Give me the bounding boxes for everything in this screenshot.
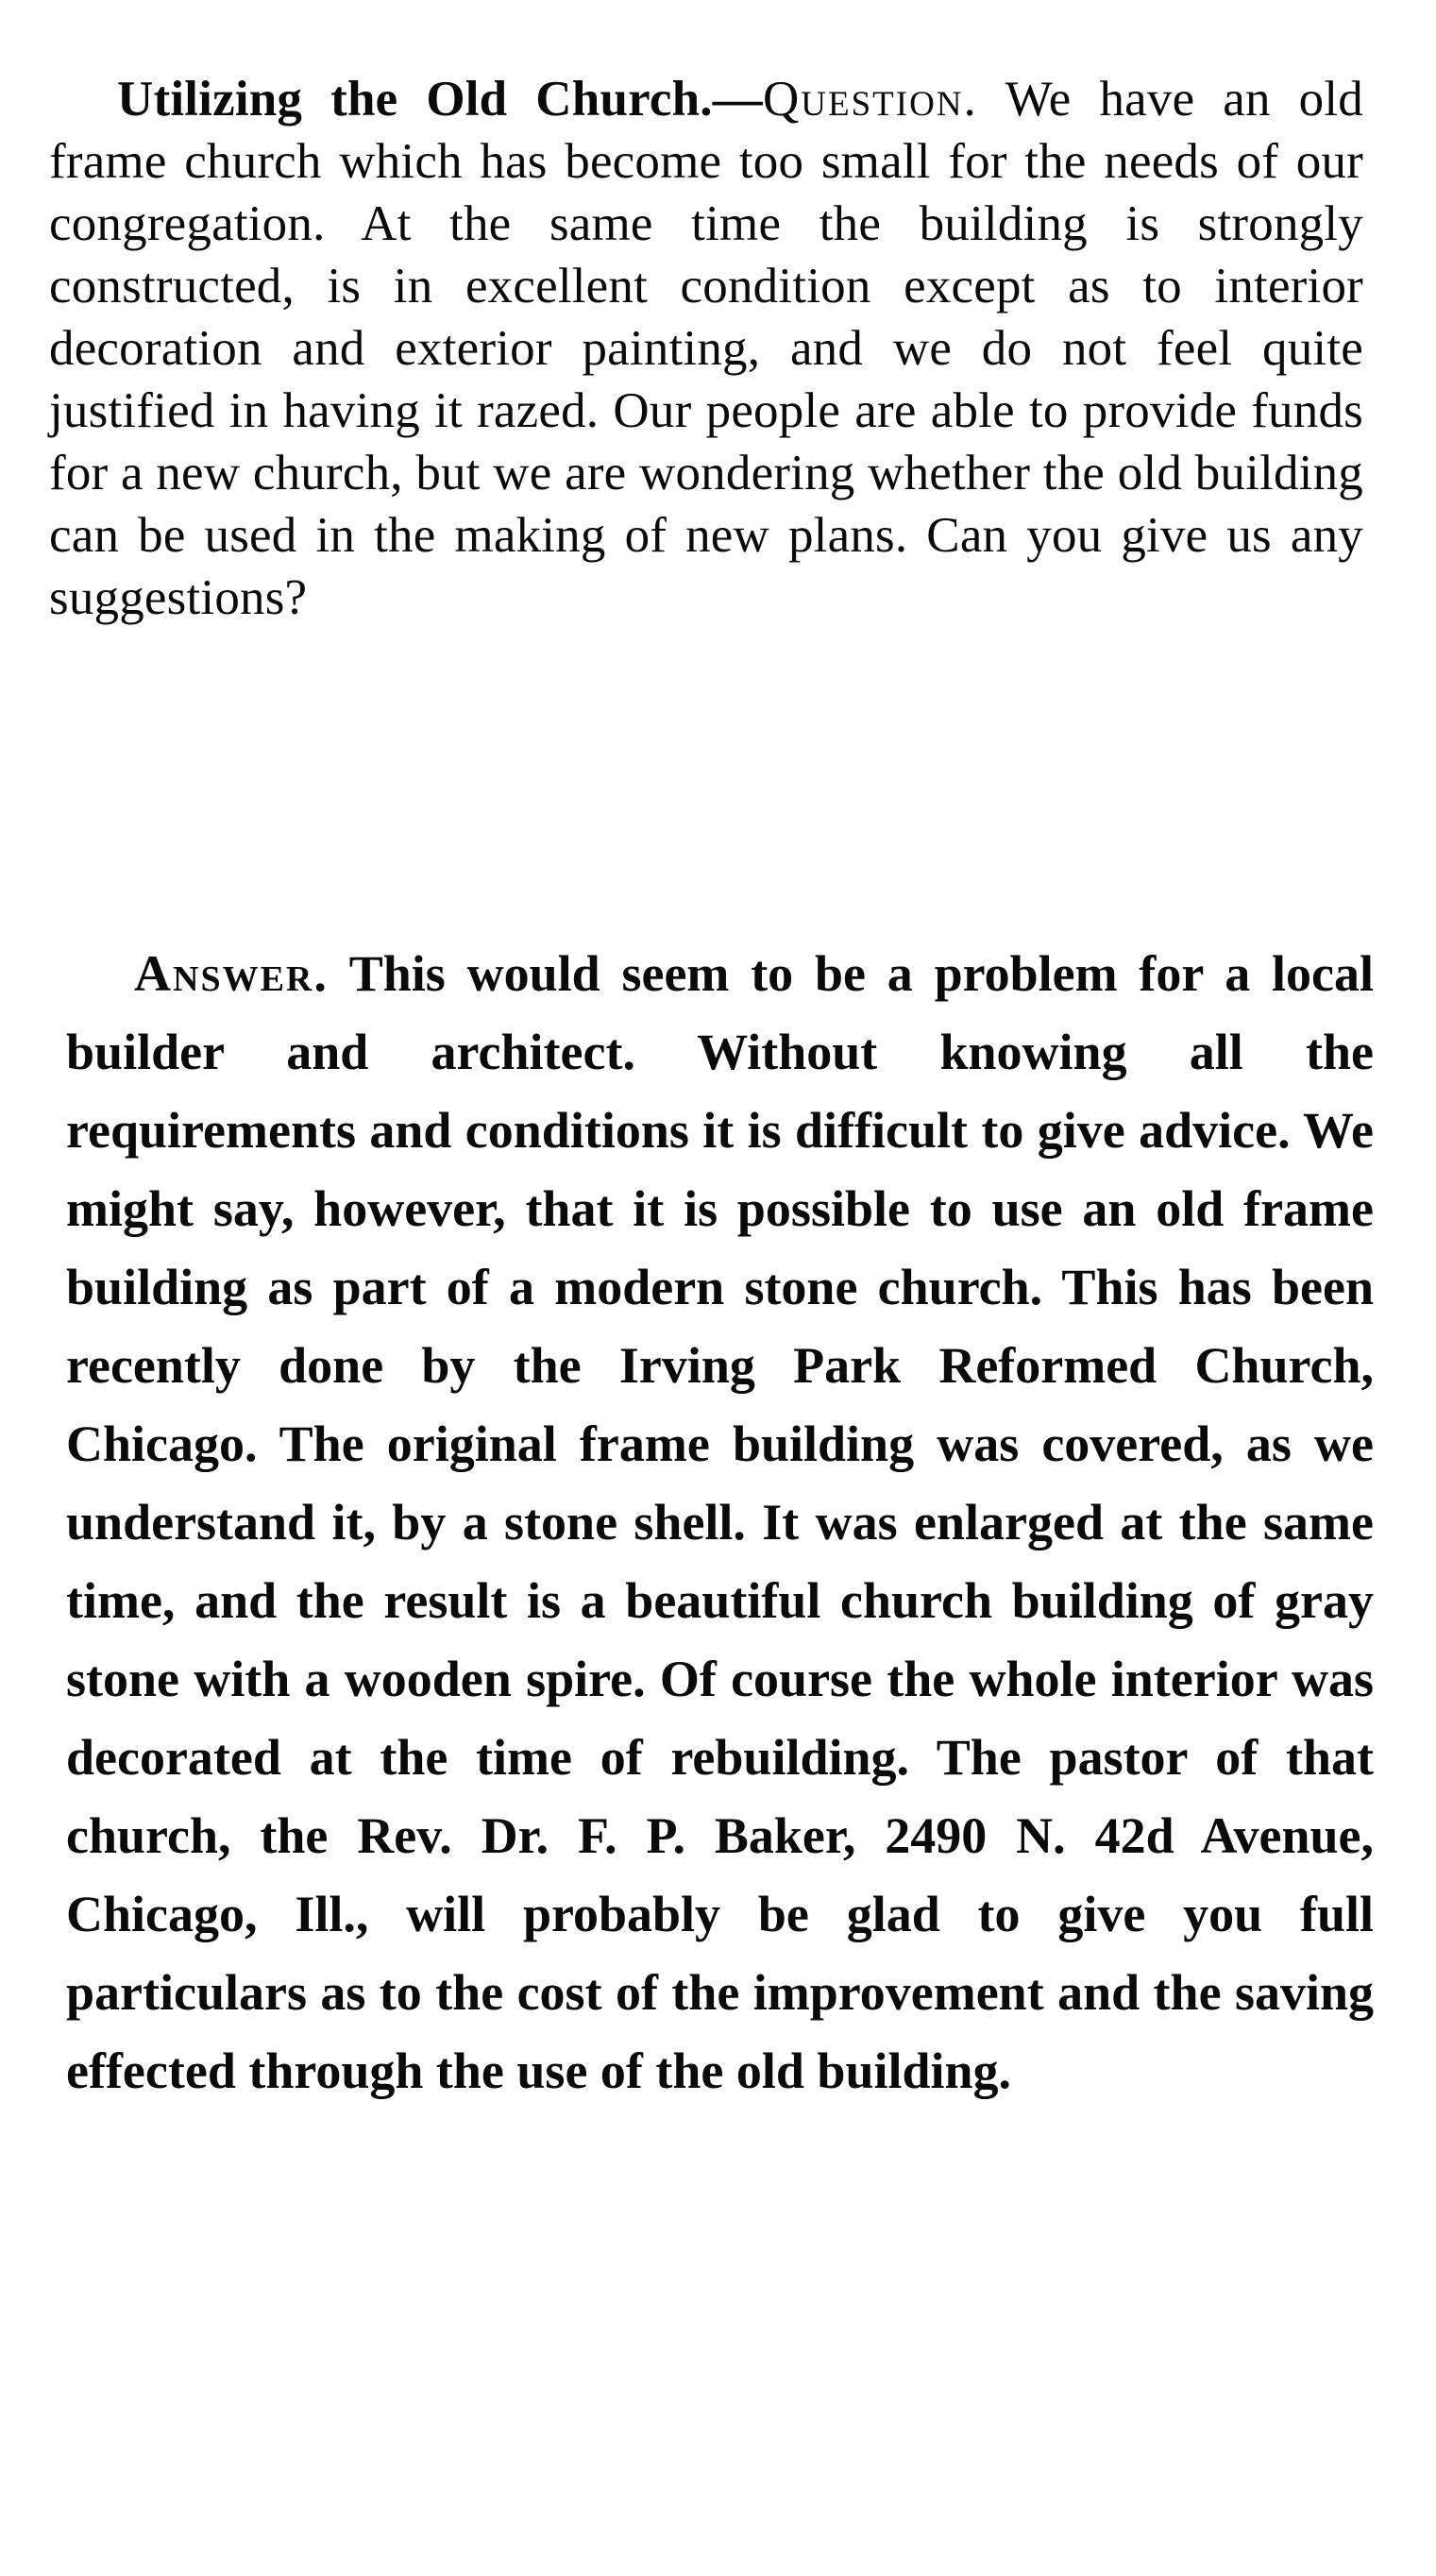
question-heading: Utilizing the Old Church.— [117, 72, 763, 127]
answer-label: Answer. [134, 945, 329, 1002]
question-paragraph [49, 68, 1363, 629]
answer-paragraph [66, 935, 1374, 2110]
question-label: Question. [762, 72, 978, 127]
question-text: We have an old frame church which has become too small for the needs of our congregation. At the same time the building is strongly constructed, is in excellent condition except as to interior decoration and exterior painting, and we do not feel quite justified in having it razed. Our people are able to provide funds for a new church, but we are wondering whether the old building can be used in the making of new plans. Can you give us any suggestions? [49, 72, 1363, 625]
answer-text: This would seem to be a problem for a local builder and architect. Without knowing all the requirements and conditions it is difficult to give advice. We might say, however, that it is possible to use an old frame building as part of a modern stone church. This has been recently done by the Irving Park Reformed Church, Chicago. The original frame building was covered, as we understand it, by a stone shell. It was enlarged at the same time, and the result is a beautiful church building of gray stone with a wooden spire. Of course the whole interior was decorated at the time of rebuilding. The pastor of that church, the Rev. Dr. F. P. Baker, 2490 N. 42d Avenue, Chicago, Ill., will probably be glad to give you full particulars as to the cost of the improvement and the saving effected through the use of the old building. [66, 945, 1374, 2099]
